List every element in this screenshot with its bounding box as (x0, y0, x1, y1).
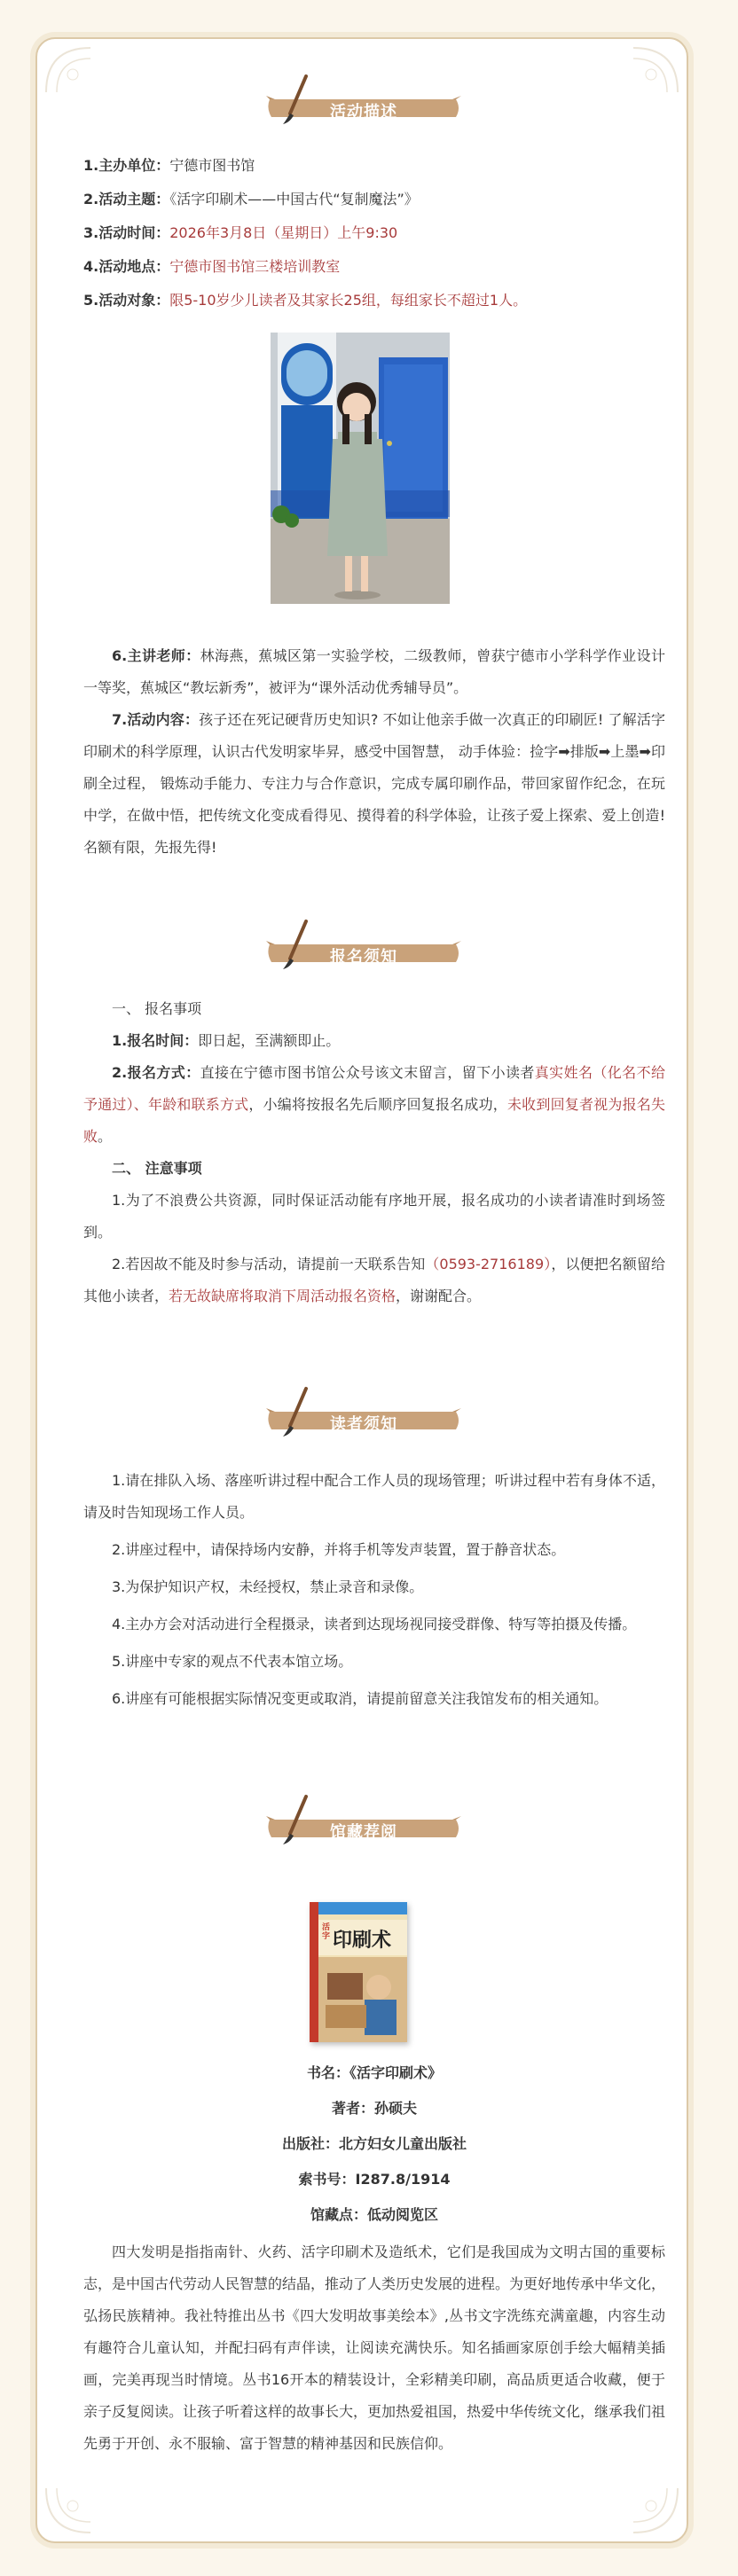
time-line (83, 216, 665, 250)
reader-notes (83, 1465, 665, 1720)
note-text: ，以便把名额留给其他小读者， (83, 1256, 665, 1304)
signup-method-text: 。 (98, 1128, 113, 1145)
book-publisher-label: 出版社： (281, 2135, 339, 2152)
book-cover (310, 1902, 407, 2042)
book-publisher-value: 北方妇女儿童出版社 (339, 2135, 467, 2152)
organizer-line (83, 149, 665, 183)
theme-value: 《活字印刷术——中国古代“复制魔法”》 (169, 191, 419, 207)
content-value: 孩子还在死记硬背历史知识? 不如让他亲手做一次真正的印刷匠! 了解活字印刷术的科学原理，认识古代发明家毕昇，感受中国智慧， 动手体验：捡字➡排版➡上墨➡印刷全过程， 锻炼动手能力、专注力与合作意识，完成专属印刷作品，带回家留作纪念，在玩中学，在做中悟，把传统文化变成看得见、摸得着的科学体验，让孩子爱上探索、爱上创造! 名额有限，先报先得! (83, 711, 665, 856)
section-banner-reader (253, 1394, 475, 1447)
book-author-label: 著者： (331, 2100, 374, 2117)
signup-heading-2: 二、 注意事项 (112, 1160, 202, 1177)
note-text: ，谢谢配合。 (396, 1288, 482, 1304)
place-line (83, 250, 665, 284)
reader-note: 6.讲座有可能根据实际情况变更或取消，请提前留意关注我馆发布的相关通知。 (112, 1690, 608, 1707)
time-value: 2026年3月8日（星期日）上午9:30 (169, 224, 398, 241)
book-cover-small-title: 活字 (322, 1923, 331, 1941)
activity-photo (271, 333, 450, 604)
reader-note: 2.讲座过程中，请保持场内安静，并将手机等发声装置，置于静音状态。 (112, 1541, 566, 1558)
book-title-label: 书名： (306, 2064, 349, 2081)
activity-more (83, 640, 665, 864)
target-value: 限5-10岁少儿读者及其家长25组，每组家长不超过1人。 (169, 292, 528, 309)
section-title: 馆藏荐阅 (330, 1823, 397, 1842)
teacher-paragraph (83, 640, 665, 704)
signup-details (83, 993, 665, 1312)
corner-ornament (580, 39, 687, 145)
book-introduction: 四大发明是指指南针、火药、活字印刷术及造纸术，它们是我国成为文明古国的重要标志，是中国古代劳动人民智慧的结晶，推动了人类历史发展的进程。为更好地传承中华文化，弘扬民族精神。我社特推出丛书《四大发明故事美绘本》,丛书文字洗练充满童趣，内容生动有趣符合儿童认知，并配扫码有声伴读，让阅读充满快乐。知名插画家原创手绘大幅精美插画，完美再现当时情境。丛书16开本的精装设计，全彩精美印刷，高品质更适合收藏，便于亲子反复阅读。让孩子听着这样的故事长大，更加热爱祖国，热爱中华传统文化，继承我们祖先勇于开创、永不服输、富于智慧的精神基因和民族信仰。 (83, 2243, 666, 2452)
book-author-value: 孙硕夫 (374, 2100, 418, 2117)
signup-note-2 (83, 1249, 665, 1312)
signup-method-text: ，小编将按报名先后顺序回复报名成功， (248, 1096, 507, 1113)
section-banner-signup (253, 927, 475, 980)
teacher-label: 6.主讲老师： (112, 647, 200, 664)
section-title: 活动描述 (330, 103, 397, 121)
section-banner-activity (253, 82, 475, 135)
book-title-value: 《活字印刷术》 (349, 2064, 443, 2081)
content-paragraph (83, 704, 665, 864)
book-cover-title: 印刷术 (333, 1929, 392, 1952)
book-author (83, 2091, 665, 2126)
book-publisher (83, 2126, 665, 2162)
section-title: 读者须知 (330, 1415, 397, 1434)
section-banner-books (253, 1802, 475, 1855)
book-call-number (83, 2162, 665, 2197)
reader-note: 4.主办方会对活动进行全程摄录，读者到达现场视同接受群像、特写等拍摄及传播。 (112, 1616, 637, 1633)
signup-note-1: 1.为了不浪费公共资源，同时保证活动能有序地开展，报名成功的小读者请准时到场签到。 (83, 1192, 665, 1241)
book-call-label: 索书号： (298, 2171, 356, 2188)
book-title (83, 2055, 665, 2091)
organizer-value: 宁德市图书馆 (169, 157, 255, 174)
book-location (83, 2197, 665, 2233)
book-call-value: I287.8/1914 (355, 2171, 451, 2188)
theme-line (83, 183, 665, 216)
corner-ornament (37, 39, 144, 145)
target-label: 5.活动对象： (83, 292, 170, 309)
contact-phone: （0593-2716189） (425, 1256, 552, 1272)
teacher-value: 林海燕，蕉城区第一实验学校，二级教师，曾获宁德市小学科学作业设计一等奖，蕉城区“教坛新秀”，被评为“课外活动优秀辅导员”。 (83, 647, 665, 696)
book-location-label: 馆藏点： (310, 2206, 367, 2223)
signup-time (83, 1025, 665, 1057)
note-highlight: 若无故缺席将取消下周活动报名资格 (169, 1288, 396, 1304)
signup-method-text: 直接在宁德市图书馆公众号该文末留言，留下小读者 (200, 1064, 535, 1081)
signup-method (83, 1057, 665, 1153)
signup-method-label: 2.报名方式： (112, 1064, 200, 1081)
place-value: 宁德市图书馆三楼培训教室 (169, 258, 341, 275)
organizer-label: 1.主办单位： (83, 157, 170, 174)
note-text: 2.若因故不能及时参与活动，请提前一天联系告知 (112, 1256, 426, 1272)
target-line (83, 284, 665, 317)
signup-method-highlight: 真实姓名（化名不给予通过）、年龄和联系方式 (83, 1064, 665, 1113)
activity-details (83, 149, 665, 317)
reader-note: 3.为保护知识产权，未经授权，禁止录音和录像。 (112, 1578, 424, 1595)
section-title: 报名须知 (330, 948, 397, 967)
book-info (83, 2055, 665, 2460)
reader-note: 5.讲座中专家的观点不代表本馆立场。 (112, 1653, 353, 1670)
signup-time-value: 即日起，至满额即止。 (198, 1032, 341, 1049)
signup-method-highlight: 未收到回复者视为报名失败 (83, 1096, 665, 1145)
reader-note: 1.请在排队入场、落座听讲过程中配合工作人员的现场管理；听讲过程中若有身体不适，请及时告知现场工作人员。 (83, 1472, 665, 1521)
signup-time-label: 1.报名时间： (112, 1032, 199, 1049)
content-label: 7.活动内容： (112, 711, 200, 728)
place-label: 4.活动地点： (83, 258, 170, 275)
book-location-value: 低动阅览区 (367, 2206, 439, 2223)
theme-label: 2.活动主题： (83, 191, 170, 207)
signup-heading-1: 一、 报名事项 (112, 1000, 202, 1017)
time-label: 3.活动时间： (83, 224, 170, 241)
